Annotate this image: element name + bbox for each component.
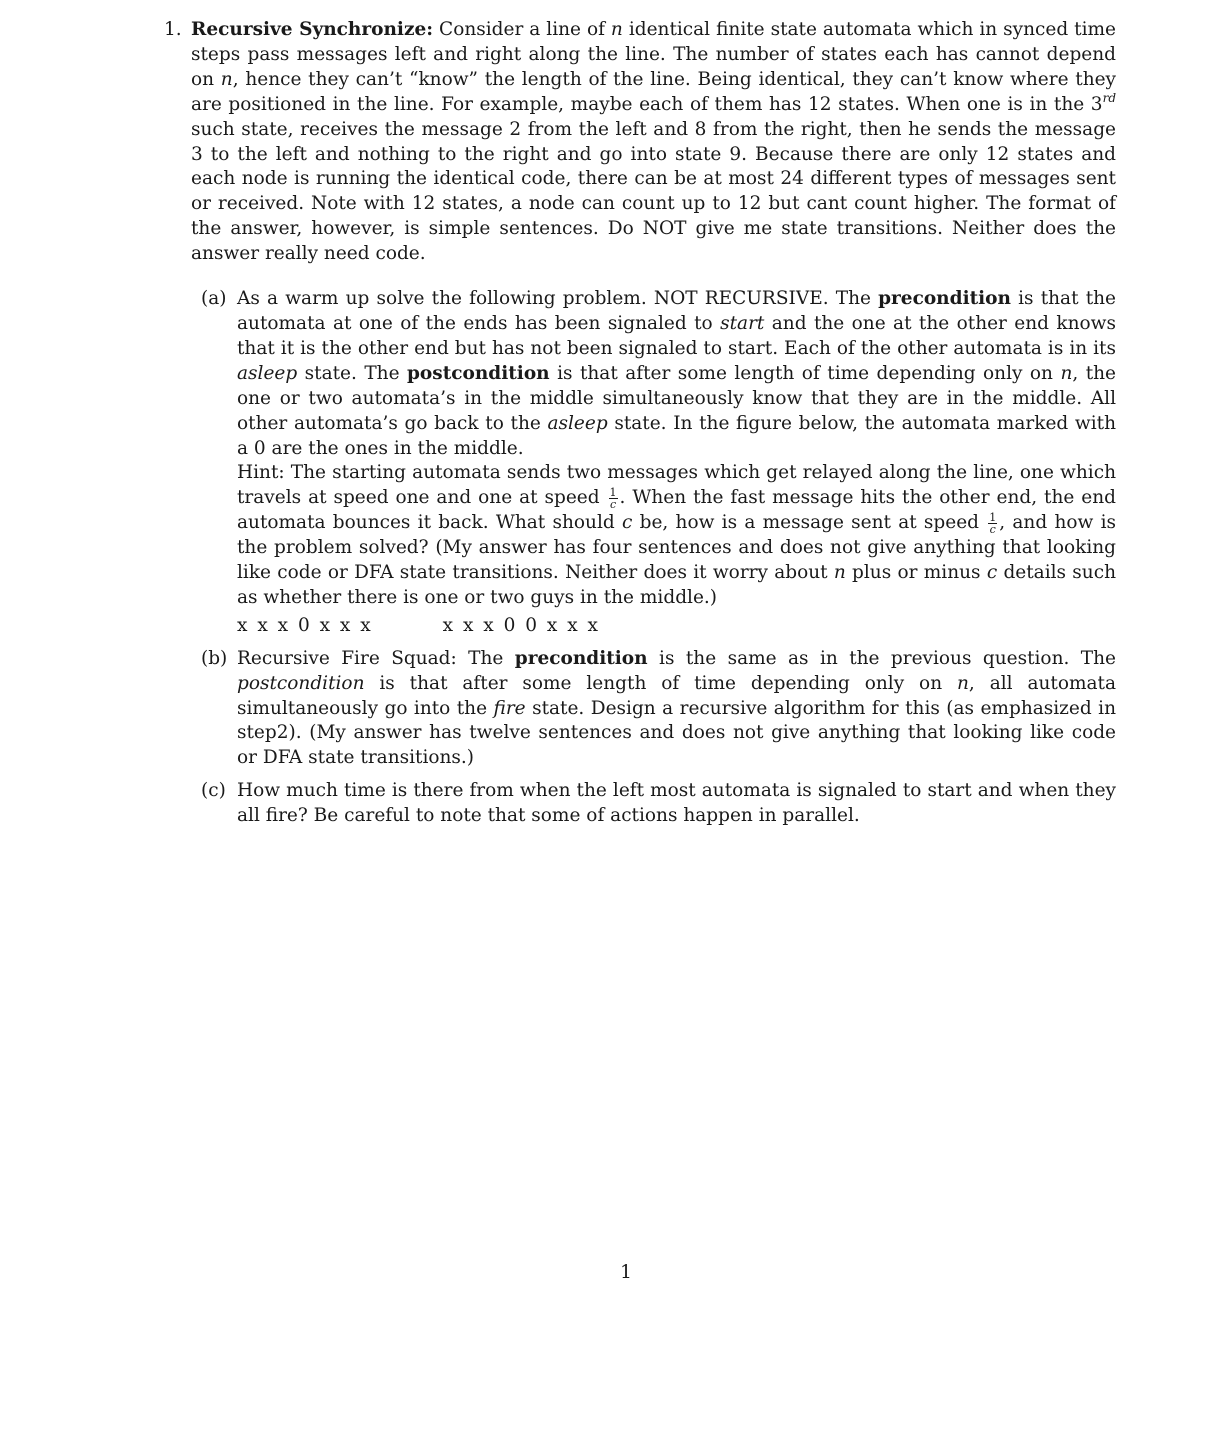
problem-number: 1. xyxy=(164,19,182,40)
term-fire: fire xyxy=(493,697,526,719)
item-text: state. In the figure below, the automata marked with a 0 are the ones in the middle. xyxy=(237,412,1116,459)
fraction-numerator: 1 xyxy=(609,485,617,499)
math-n: n xyxy=(220,68,233,90)
term-asleep: asleep xyxy=(237,362,298,384)
math-c: c xyxy=(621,512,633,534)
fraction-denominator: c xyxy=(609,497,617,511)
subproblem-b xyxy=(164,647,1116,772)
problem-1 xyxy=(164,18,1116,837)
item-text: is that the automata at one of the ends has been signaled to xyxy=(237,288,1116,334)
diagram-even-line: x x x 0 0 x x x xyxy=(442,614,600,636)
math-c: c xyxy=(986,562,998,584)
hint-text: plus or minus xyxy=(845,562,987,584)
hint-paragraph xyxy=(237,461,1116,610)
item-text: state. The xyxy=(297,362,407,384)
ordinal-superscript: rd xyxy=(1102,90,1116,105)
intro-text: Consider a line of xyxy=(439,19,611,40)
intro-text: , hence they can’t “know” the length of the line. Being identical, they can’t know where they are positioned in the line. For example, maybe each of them has 12 states. When one is in the 3 xyxy=(191,68,1117,115)
item-text: As a warm up solve the following problem. NOT RECURSIVE. The xyxy=(237,288,879,310)
intro-text: identical finite state automata which in synced time steps pass messages left and right along the line. The number of states each has cannot depend on xyxy=(191,19,1116,90)
fraction-1-over-c xyxy=(988,512,997,535)
term-postcondition: postcondition xyxy=(237,672,365,694)
hint-text: , and how is the problem solved? (My answer has four sentences and does not give anything that looking like code or DFA state transitions. Neither does it worry about xyxy=(237,512,1116,584)
item-text: is that after some length of time depending only on xyxy=(364,672,957,694)
term-precondition: precondition xyxy=(514,647,648,669)
term-precondition: precondition xyxy=(878,288,1011,310)
item-text: is that after some length of time depending only on xyxy=(549,362,1061,384)
item-body xyxy=(237,647,1116,772)
math-n: n xyxy=(957,672,969,694)
subproblem-list xyxy=(164,287,1116,829)
term-asleep: asleep xyxy=(547,412,608,434)
fraction-1-over-c xyxy=(609,487,618,510)
math-n: n xyxy=(1060,362,1073,384)
item-label: (b) xyxy=(201,647,228,669)
page-number: 1 xyxy=(620,1262,632,1283)
subproblem-c xyxy=(164,779,1116,829)
item-text: , the one or two automata’s in the middle simultaneously know that they are in the middle. All other automata’s go back to the xyxy=(237,362,1116,434)
diagram-odd-line: x x x 0 x x x xyxy=(237,614,373,636)
hint-text: Hint: The starting automata sends two messages which get relayed along the line, one which travels at speed one and one at speed xyxy=(237,462,1116,509)
hint-text: details such as whether there is one or two guys in the middle.) xyxy=(237,562,1116,608)
item-body xyxy=(237,287,1116,639)
item-text: and the one at the other end knows that it is the other end but has not been signaled to start. Each of the other automata is in its xyxy=(237,312,1117,359)
math-n: n xyxy=(610,19,623,40)
problem-title: Recursive Synchronize: xyxy=(191,19,434,40)
item-label: (c) xyxy=(201,780,226,802)
item-label: (a) xyxy=(201,288,227,310)
fraction-denominator: c xyxy=(989,522,996,536)
item-text: state. Design a recursive algorithm for this (as emphasized in step2). (My answer has twelve sentences and does not give anything that looking like code or DFA state transitions.) xyxy=(237,697,1116,769)
term-start: start xyxy=(720,312,765,334)
item-text: Recursive Fire Squad: The xyxy=(237,647,515,669)
intro-text: such state, receives the message 2 from the left and 8 from the right, then he sends the message 3 to the left and nothing to the right and go into state 9. Because there are only 12 states and each node is running the identical code, there can be at most 24 different types of messages sent or received. Note with 12 states, a node can count up to 12 but cant count higher. The format of the answer, however, is simple sentences. Do NOT give me state transitions. Neither does the answer really need code. xyxy=(191,118,1116,265)
item-text: is the same as in the previous question. The xyxy=(647,647,1116,669)
fraction-numerator: 1 xyxy=(989,510,997,524)
hint-text: be, how is a message sent at speed xyxy=(632,512,987,534)
problem-intro xyxy=(191,18,1116,267)
math-n: n xyxy=(833,562,846,584)
middle-diagram xyxy=(237,614,1116,639)
item-text: , all automata simultaneously go into the xyxy=(237,672,1116,719)
hint-text: . When the fast message hits the other end, the end automata bounces it back. What should xyxy=(237,487,1116,534)
subproblem-a xyxy=(164,287,1116,639)
term-postcondition: postcondition xyxy=(407,362,550,384)
item-body: How much time is there from when the left most automata is signaled to start and when they all fire? Be careful to note that some of actions happen in parallel. xyxy=(237,780,1116,827)
